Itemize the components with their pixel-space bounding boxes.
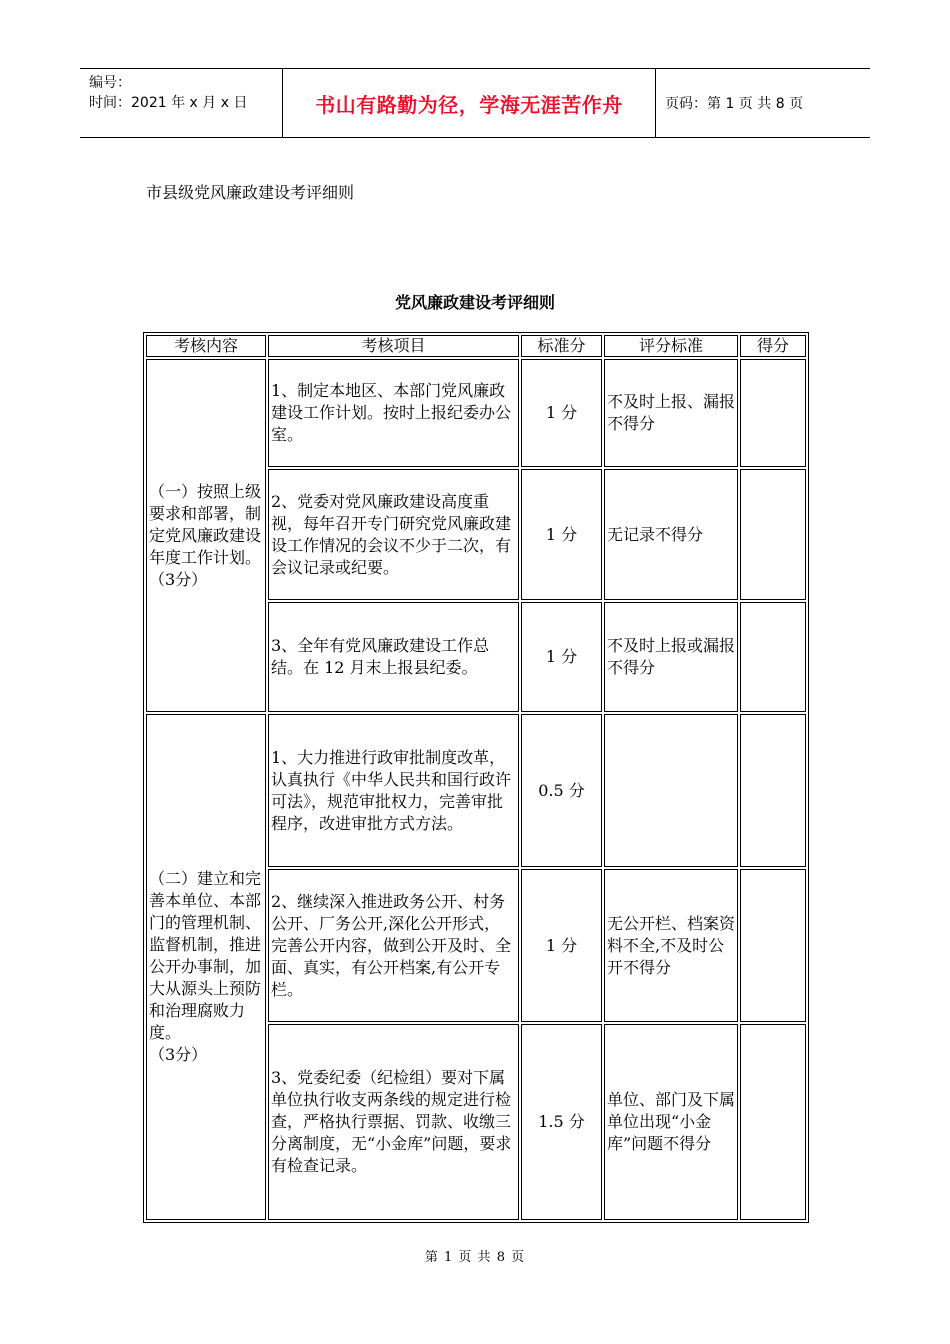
header-cell-got: 得分 [740,335,806,357]
score-cell: 1 分 [521,359,602,467]
item-cell: 1、制定本地区、本部门党风廉政建设工作计划。按时上报纪委办公室。 [268,359,519,467]
category-text: （二）建立和完善本单位、本部门的管理机制、监督机制，推进公开办事制，加大从源头上预防和治理腐败力度。 [149,869,262,1042]
item-cell: 2、党委对党风廉政建设高度重视，每年召开专门研究党风廉政建设工作情况的会议不少于二次，有会议记录或纪要。 [268,469,519,600]
evaluation-table [143,332,809,1223]
got-cell [740,714,806,867]
table-row [146,714,806,867]
date-label: 时间：2021 年 x 月 x 日 [89,95,248,111]
got-cell [740,869,806,1022]
criteria-cell: 不及时上报或漏报不得分 [604,602,738,712]
header-cell-item: 考核项目 [268,335,519,357]
score-cell: 1.5 分 [521,1024,602,1220]
item-cell: 1、大力推进行政审批制度改革，认真执行《中华人民共和国行政许可法》，规范审批权力，完善审批程序，改进审批方式方法。 [268,714,519,867]
got-cell [740,1024,806,1220]
criteria-cell: 无公开栏、档案资料不全,不及时公开不得分 [604,869,738,1022]
got-cell [740,469,806,600]
category-cell [146,714,266,1220]
criteria-cell [604,714,738,867]
table-row [146,359,806,467]
header-cell-content: 考核内容 [146,335,266,357]
score-cell: 1 分 [521,869,602,1022]
document-title: 党风廉政建设考评细则 [394,293,555,312]
page-header [80,68,870,138]
category-text: （一）按照上级要求和部署，制定党风廉政建设年度工作计划。 [149,481,262,567]
header-cell-score: 标准分 [521,335,602,357]
page-footer: 第 1 页 共 8 页 [424,1250,526,1265]
number-label: 编号： [89,75,131,91]
category-cell [146,359,266,712]
criteria-cell: 单位、部门及下属单位出现“小金库”问题不得分 [604,1024,738,1220]
score-cell: 0.5 分 [521,714,602,867]
item-cell: 2、继续深入推进政务公开、村务公开、厂务公开,深化公开形式，完善公开内容，做到公开及时、全面、真实，有公开档案,有公开专栏。 [268,869,519,1022]
category-points: （3分） [149,569,208,589]
header-motto: 书山有路勤为径，学海无涯苦作舟 [282,69,656,137]
criteria-cell: 不及时上报、漏报不得分 [604,359,738,467]
score-cell: 1 分 [521,602,602,712]
category-points: （3分） [149,1045,208,1064]
got-cell [740,359,806,467]
item-cell: 3、党委纪委（纪检组）要对下属单位执行收支两条线的规定进行检查，严格执行票据、罚款、收缴三分离制度，无“小金库”问题，要求有检查记录。 [268,1024,519,1220]
document-subtitle: 市县级党风廉政建设考评细则 [146,183,355,202]
item-cell: 3、全年有党风廉政建设工作总结。在 12 月末上报县纪委。 [268,602,519,712]
criteria-cell: 无记录不得分 [604,469,738,600]
score-cell: 1 分 [521,469,602,600]
header-cell-criteria: 评分标准 [604,335,738,357]
table-header-row [146,335,806,357]
header-page-info: 页码：第 1 页 共 8 页 [665,96,804,112]
header-meta [80,69,282,137]
got-cell [740,602,806,712]
